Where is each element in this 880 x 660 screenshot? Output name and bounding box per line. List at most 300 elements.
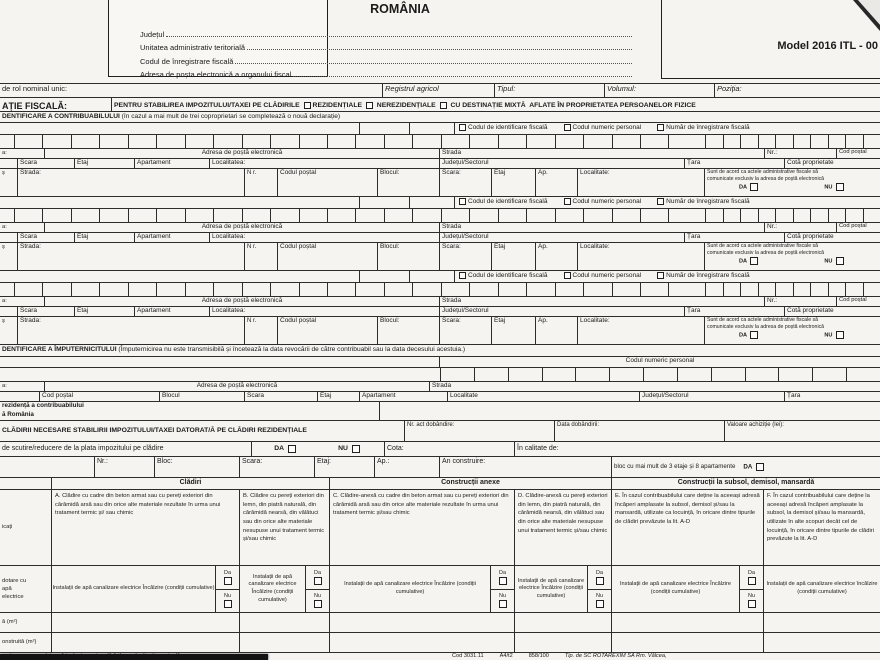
- email-consent-cell: [705, 317, 880, 344]
- locality-row: [0, 232, 880, 242]
- type-field: Tipul:: [495, 84, 605, 97]
- floor-field: Etaj: [75, 307, 135, 316]
- nonresidential-option: NEREZIDENȚIALE: [376, 102, 436, 109]
- cutoff-cell: [0, 233, 18, 242]
- proxy-band: [0, 344, 880, 356]
- digit-box: [72, 209, 100, 222]
- digit-box: [846, 209, 864, 222]
- checkbox-icon[interactable]: [836, 257, 844, 265]
- checkbox-icon[interactable]: [459, 124, 466, 131]
- block-field: Blocul:: [378, 169, 440, 196]
- country-field: Țara: [685, 307, 785, 316]
- floor-field: Etaj: [492, 169, 536, 196]
- postal-code-field: Cod poștal: [839, 149, 867, 155]
- digit-box: [100, 283, 128, 296]
- digit-box: [759, 283, 777, 296]
- checkbox-icon[interactable]: [750, 257, 758, 265]
- cutoff-label-fragment: a:: [0, 149, 45, 158]
- street-field: Strada: [440, 149, 765, 158]
- digit-box: [678, 368, 712, 381]
- digit-box: [543, 368, 577, 381]
- digit-box: [186, 283, 214, 296]
- id-digit-boxes: [14, 209, 697, 222]
- street-detail-row: [0, 168, 880, 196]
- checkbox-icon[interactable]: [564, 272, 571, 279]
- cif-label: Codul de identificare fiscală: [468, 198, 548, 206]
- registry-row: [0, 83, 880, 97]
- digit-box: [741, 135, 759, 148]
- checkbox-icon[interactable]: [499, 600, 507, 608]
- quota-field: Cota:: [385, 442, 515, 456]
- building-data-band: [0, 420, 880, 441]
- digit-boxes-row: [0, 134, 880, 148]
- area-value-cell: [764, 613, 880, 632]
- digit-box: [157, 135, 185, 148]
- checkbox-icon[interactable]: [657, 272, 664, 279]
- digit-box: [864, 283, 880, 296]
- consent-choice: [707, 183, 878, 192]
- digit-box: [610, 368, 644, 381]
- consent-text-line1: Sunt de acord ca actele administrative fiscale să: [707, 317, 819, 323]
- cutoff-cell: [0, 307, 18, 316]
- nif-digit-boxes: [705, 135, 880, 148]
- digit-box: [442, 209, 470, 222]
- dotted-line: [247, 49, 632, 50]
- proxy-email-field: Adresa de poștă electronică: [45, 382, 430, 391]
- da-option: Da: [491, 566, 514, 590]
- digit-box: [829, 135, 847, 148]
- ownership-share-field: Cotă proprietate: [787, 233, 834, 240]
- proxy-county-field: Județul/Sectorul: [640, 392, 785, 401]
- mixed-option: CU DESTINAȚIE MIXTĂ: [450, 102, 526, 109]
- digit-box: [669, 283, 696, 296]
- form-header: [0, 0, 880, 83]
- digit-boxes-row: [0, 282, 880, 296]
- cutoff-label-fragment: a:: [0, 382, 45, 391]
- checkbox-icon[interactable]: [459, 272, 466, 279]
- checkbox-icon[interactable]: [224, 577, 232, 585]
- nu-option: NU: [824, 331, 846, 340]
- digit-box: [706, 283, 724, 296]
- digit-box: [499, 209, 527, 222]
- da-option: Da: [306, 566, 329, 590]
- email-line: Adresa de poșta electronică a organului fiscal: [140, 66, 632, 80]
- checkbox-icon[interactable]: [756, 463, 764, 471]
- capacity-field: În calitate de:: [517, 445, 559, 453]
- locality-row: [0, 158, 880, 168]
- scan-edge-artifact: [0, 654, 268, 660]
- print-format: A4/t2: [499, 653, 513, 659]
- empty-cell: [360, 197, 410, 208]
- nu-option: Nu: [306, 590, 329, 613]
- consent-text-line1: Sunt de acord ca actele administrative fiscale să: [707, 243, 819, 249]
- nu-option: Nu: [588, 590, 611, 613]
- building-band-title: CLĂDIRII NECESARE STABILIRII IMPOZITULUI/TAXEI DATORAT/Ă PE CLĂDIRI REZIDENȚIALE: [0, 421, 405, 441]
- apartment-field: Ap.: [536, 317, 578, 344]
- cif-label: Codul de identificare fiscală: [468, 124, 548, 132]
- stair-field: Scara: [18, 159, 75, 168]
- cnp-label: Codul numeric personal: [572, 198, 642, 206]
- type-a-utilities: Instalații de apă canalizare electrice Încălzire (condiții cumulative) Da Nu: [52, 566, 240, 612]
- apartment-field: Ap.: [536, 169, 578, 196]
- empty-cell: [410, 197, 455, 208]
- digit-box: [328, 209, 356, 222]
- proxy-name-cell: [0, 357, 440, 367]
- digit-box: [811, 135, 829, 148]
- digit-box: [470, 135, 498, 148]
- county-field: Județul/Sectorul: [440, 307, 685, 316]
- digit-box: [776, 209, 794, 222]
- area-value-cell: [52, 613, 240, 632]
- digit-box: [669, 135, 696, 148]
- digit-box: [356, 135, 384, 148]
- digit-box: [864, 135, 880, 148]
- county-line: Județul: [140, 25, 632, 39]
- nif-option: [655, 272, 749, 281]
- cnp-option: [562, 124, 642, 133]
- checkbox-icon[interactable]: [657, 124, 664, 131]
- cnp-option: [562, 198, 642, 207]
- digit-box: [385, 283, 413, 296]
- apartment-field: Apartament: [135, 159, 210, 168]
- da-option: DA: [739, 331, 760, 340]
- digit-box: [741, 209, 759, 222]
- floor-field: Etaj:: [315, 457, 375, 477]
- cif-label: Codul de identificare fiscală: [468, 272, 548, 280]
- checkbox-icon[interactable]: [836, 183, 844, 191]
- checkbox-icon[interactable]: [596, 600, 604, 608]
- digit-box: [441, 368, 475, 381]
- digit-box: [613, 209, 641, 222]
- country-field: Țara: [685, 159, 785, 168]
- digit-box: [43, 283, 71, 296]
- locality-field: Localitate:: [578, 317, 705, 344]
- checkbox-icon[interactable]: [564, 198, 571, 205]
- postal-code-field: Codul poștal: [278, 169, 378, 196]
- id-codes-row: [0, 196, 880, 208]
- area-row-2: [0, 632, 880, 652]
- street-field: Strada: [440, 297, 765, 306]
- digit-box: [846, 283, 864, 296]
- digit-box: [43, 209, 71, 222]
- digit-row-pad: [0, 209, 14, 222]
- checkbox-icon[interactable]: [596, 577, 604, 585]
- digit-box: [794, 135, 812, 148]
- id-digit-boxes: [14, 283, 697, 296]
- model-box: [661, 0, 880, 79]
- country-title: ROMÂNIA: [370, 2, 430, 16]
- digit-box: [214, 209, 242, 222]
- email-consent-cell: [705, 169, 880, 196]
- empty-cell: [360, 271, 410, 282]
- floor-field: Etaj: [75, 233, 135, 242]
- digit-box: [759, 209, 777, 222]
- apartment-field: Apartament: [135, 307, 210, 316]
- address-build-row: [0, 456, 880, 477]
- digit-box: [129, 135, 157, 148]
- nu-option: NU: [824, 257, 846, 266]
- proxy-country-field: Țara: [787, 392, 801, 399]
- area-row-1: [0, 612, 880, 632]
- utilities-label-fragment: dotare cu apă electrice: [0, 566, 52, 612]
- digit-box: [243, 209, 271, 222]
- cutoff-cell: [0, 159, 18, 168]
- digit-box: [846, 135, 864, 148]
- utilities-row: [0, 565, 880, 612]
- area-value-cell: [515, 613, 612, 632]
- digit-box: [776, 283, 794, 296]
- digit-box: [706, 209, 724, 222]
- street-field: Strada: [440, 223, 765, 232]
- digit-box: [527, 135, 555, 148]
- block-field: Bloc:: [155, 457, 240, 477]
- stair-field: Scara:: [440, 243, 492, 270]
- checkbox-icon[interactable]: [836, 331, 844, 339]
- checkbox-icon[interactable]: [314, 577, 322, 585]
- proxy-email-row: [0, 381, 880, 391]
- proxy-postal-field: Cod poștal: [40, 392, 160, 401]
- digit-box: [499, 135, 527, 148]
- type-c-utilities: Instalații de apă canalizare electrice Încălzire (condiții cumulative) Da Nu: [330, 566, 515, 612]
- checkbox-icon[interactable]: [288, 445, 296, 453]
- checkbox-icon[interactable]: [657, 198, 664, 205]
- da-option: DA: [274, 444, 297, 453]
- table-header-row: [0, 477, 880, 489]
- nu-option: NU: [338, 444, 362, 453]
- exemption-label: de scutire/reducere de la plata impozitului pe clădire: [0, 442, 252, 456]
- building-descriptions-row: [0, 489, 880, 565]
- tall-block-option: bloc cu mai mult de 3 etaje și 8 apartamente DA: [612, 457, 880, 477]
- digit-box: [669, 209, 696, 222]
- floor-field: Etaj: [492, 243, 536, 270]
- proxy-cnp-digit-boxes: [440, 368, 880, 381]
- buildings-header: Clădiri: [52, 478, 330, 489]
- checkbox-icon[interactable]: [314, 600, 322, 608]
- checkbox-icon[interactable]: [499, 577, 507, 585]
- digit-box: [527, 283, 555, 296]
- exemption-choice: [252, 442, 385, 456]
- type-d-description: D. Clădire-anexă cu pereți exteriori din lemn, din piatră naturală, din cărămidă nearsă, din vălătuci sau din orice alte materiale nesupuse unui tratament termic și/sau chimic: [515, 490, 612, 565]
- nif-option: [655, 198, 749, 207]
- da-nu-column: [305, 566, 329, 612]
- checkbox-icon[interactable]: [304, 102, 311, 109]
- postal-code-field: Cod poștal: [839, 297, 867, 303]
- type-f-utilities: Instalații de apă canalizare electrice încălzire (condiții cumulative): [766, 581, 878, 595]
- area-label-fragment: ă (m²): [0, 613, 52, 632]
- print-code: Cod 3031.11: [452, 653, 484, 659]
- nif-label: Număr de înregistrare fiscală: [666, 124, 750, 132]
- digit-box: [847, 368, 880, 381]
- model-number: Model 2016 ITL - 00: [777, 40, 878, 52]
- email-street-row: [0, 148, 880, 158]
- checkbox-icon[interactable]: [352, 445, 360, 453]
- checkbox-icon[interactable]: [750, 331, 758, 339]
- checkbox-icon[interactable]: [224, 600, 232, 608]
- nif-digit-boxes: [705, 209, 880, 222]
- street-field: Strada:: [18, 243, 245, 270]
- checkbox-icon[interactable]: [366, 102, 373, 109]
- digit-box: [644, 368, 678, 381]
- digit-box: [186, 135, 214, 148]
- digit-box: [724, 209, 742, 222]
- proxy-floor-field: Etaj: [318, 392, 360, 401]
- digit-box: [576, 368, 610, 381]
- contributor-band: [0, 111, 880, 122]
- locality-field: Localitatea:: [210, 233, 440, 242]
- number-field: N r.: [245, 317, 278, 344]
- area-value-cell: [240, 633, 330, 652]
- nif-label: Număr de înregistrare fiscală: [666, 272, 750, 280]
- nif-label: Număr de înregistrare fiscală: [666, 198, 750, 206]
- digit-box: [271, 135, 299, 148]
- digit-box: [243, 135, 271, 148]
- da-nu-column: [587, 566, 611, 612]
- type-a-description: A. Clădire cu cadre din beton armat sau cu pereți exteriori din cărămidă arsă sau din orice alte materiale rezultate în urma unui tratament termic și/ sau chimic: [52, 490, 240, 565]
- number-field: N r.: [245, 243, 278, 270]
- digit-box: [724, 283, 742, 296]
- cif-option: [457, 124, 548, 133]
- locality-row: [0, 306, 880, 316]
- cutoff-label-fragment: ș: [0, 169, 18, 196]
- nu-option: Nu: [216, 590, 239, 613]
- digit-box: [813, 368, 847, 381]
- digit-box: [527, 209, 555, 222]
- proxy-street-field: Strada: [432, 382, 452, 389]
- rol-nominal-field: de rol nominal unic:: [0, 84, 383, 97]
- digit-box: [641, 209, 669, 222]
- email-street-row: [0, 222, 880, 232]
- digit-box: [470, 283, 498, 296]
- digit-box: [214, 135, 242, 148]
- digit-box: [794, 283, 812, 296]
- cutoff-cell: [0, 392, 40, 401]
- digit-box: [271, 283, 299, 296]
- digit-box: [328, 283, 356, 296]
- email-street-row: [0, 296, 880, 306]
- da-option: Da: [740, 566, 763, 590]
- locality-field: Localitatea:: [210, 159, 440, 168]
- digit-box: [509, 368, 543, 381]
- cif-option: [457, 198, 548, 207]
- stair-field: Scara:: [240, 457, 315, 477]
- cutoff-label-fragment: a:: [0, 297, 45, 306]
- digit-box: [15, 283, 43, 296]
- contributor-block: [0, 196, 880, 270]
- name-field-cell: [0, 271, 360, 282]
- proxy-apartment-field: Apartament: [360, 392, 448, 401]
- street-detail-row: [0, 242, 880, 270]
- number-field: Nr.:: [765, 297, 837, 306]
- nif-option: [655, 124, 749, 133]
- exemption-row: [0, 441, 880, 456]
- declaration-purpose: PENTRU STABILIREA IMPOZITULUI/TAXEI PE CLĂDIRILE REZIDENȚIALE NEREZIDENȚIALE CU DESTINAȚIE MIXTĂ AFLATE ÎN PROPRIETATEA PERSOANELOR FIZICE: [114, 102, 696, 109]
- da-option: DA: [743, 463, 765, 472]
- digit-box: [356, 283, 384, 296]
- agricultural-registry-field: Registrul agricol: [383, 84, 495, 97]
- nu-option: NU: [824, 183, 846, 192]
- digit-box: [499, 283, 527, 296]
- digit-box: [129, 283, 157, 296]
- email-field: Adresa de poștă electronică: [45, 149, 440, 158]
- cutoff-cell: [0, 457, 95, 477]
- cutoff-label-fragment: ș: [0, 243, 18, 270]
- email-field: Adresa de poștă electronică: [45, 297, 440, 306]
- spec-label-fragment: icați: [0, 490, 52, 565]
- contributor-blocks: [0, 122, 880, 344]
- acquisition-act-field: Nr. act dobândire:: [405, 421, 555, 441]
- checkbox-icon[interactable]: [564, 124, 571, 131]
- checkbox-icon[interactable]: [750, 183, 758, 191]
- type-c-description: C. Clădire-anexă cu cadre din beton armat sau cu pereți exteriori din cărămidă arsă sau din orice alte materiale rezultate în urma unui tratament termic și/sau chimic: [330, 490, 515, 565]
- cutoff-label-fragment: a:: [0, 223, 45, 232]
- proxy-empty-cell: [0, 368, 440, 381]
- id-type-options: [455, 197, 880, 208]
- checkbox-icon[interactable]: [748, 577, 756, 585]
- checkbox-icon[interactable]: [459, 198, 466, 205]
- digit-row-gap: [697, 209, 705, 222]
- contributor-band-text: DENTIFICARE A CONTRIBUABILULUI (în cazul a mai mult de trei coproprietari se completează o nouă declarație): [2, 113, 341, 120]
- digit-box: [300, 135, 328, 148]
- contributor-block: [0, 122, 880, 196]
- country-field: Țara: [685, 233, 785, 242]
- floor-field: Etaj: [75, 159, 135, 168]
- digit-box: [100, 209, 128, 222]
- number-field: Nr.:: [765, 223, 837, 232]
- type-b-utilities: Instalații de apă canalizare electrice Încălzire (condiții cumulative) Da Nu: [240, 566, 330, 612]
- street-field: Strada:: [18, 169, 245, 196]
- apartment-field: Apartament: [135, 233, 210, 242]
- digit-box: [779, 368, 813, 381]
- volume-field: Volumul:: [605, 84, 715, 97]
- proxy-cnp-label: Codul numeric personal: [625, 357, 695, 364]
- residence-state-label: rezidență a contribuabilului ă România: [0, 402, 380, 420]
- dotted-line: [235, 63, 632, 64]
- cif-option: [457, 272, 548, 281]
- contributor-block: [0, 270, 880, 344]
- digit-box: [712, 368, 746, 381]
- digit-box: [811, 209, 829, 222]
- da-option: DA: [739, 183, 760, 192]
- locality-field: Localitate:: [578, 169, 705, 196]
- digit-box: [300, 209, 328, 222]
- digit-box: [641, 135, 669, 148]
- checkbox-icon[interactable]: [748, 600, 756, 608]
- id-codes-row: [0, 122, 880, 134]
- stair-field: Scara: [18, 233, 75, 242]
- checkbox-icon[interactable]: [440, 102, 447, 109]
- digit-box: [724, 135, 742, 148]
- consent-text-line2: comunicate exclusiv la adresa de poștă electronică: [707, 323, 825, 330]
- locality-field: Localitate:: [578, 243, 705, 270]
- consent-text-line1: Sunt de acord ca actele administrative fiscale să: [707, 169, 819, 175]
- digit-box: [100, 135, 128, 148]
- area-value-cell: [330, 613, 515, 632]
- digit-box: [613, 283, 641, 296]
- consent-text-line2: comunicate exclusiv la adresa de poștă electronică: [707, 175, 825, 182]
- digit-box: [243, 283, 271, 296]
- digit-box: [300, 283, 328, 296]
- proxy-band-text: DENTIFICARE A ÎMPUTERNICITULUI (Împuternicirea nu este transmisibilă și încetează la data revocării de către contribuabil sau la data decesului acestuia.): [2, 346, 466, 353]
- position-field: Poziția:: [717, 84, 742, 93]
- proxy-stair-field: Scara: [245, 392, 318, 401]
- digit-box: [413, 283, 441, 296]
- da-nu-column: [215, 566, 239, 612]
- nu-option: Nu: [740, 590, 763, 613]
- digit-box: [759, 135, 777, 148]
- county-field: Județul/Sectorul: [440, 233, 685, 242]
- digit-row-gap: [697, 135, 705, 148]
- digit-box: [741, 283, 759, 296]
